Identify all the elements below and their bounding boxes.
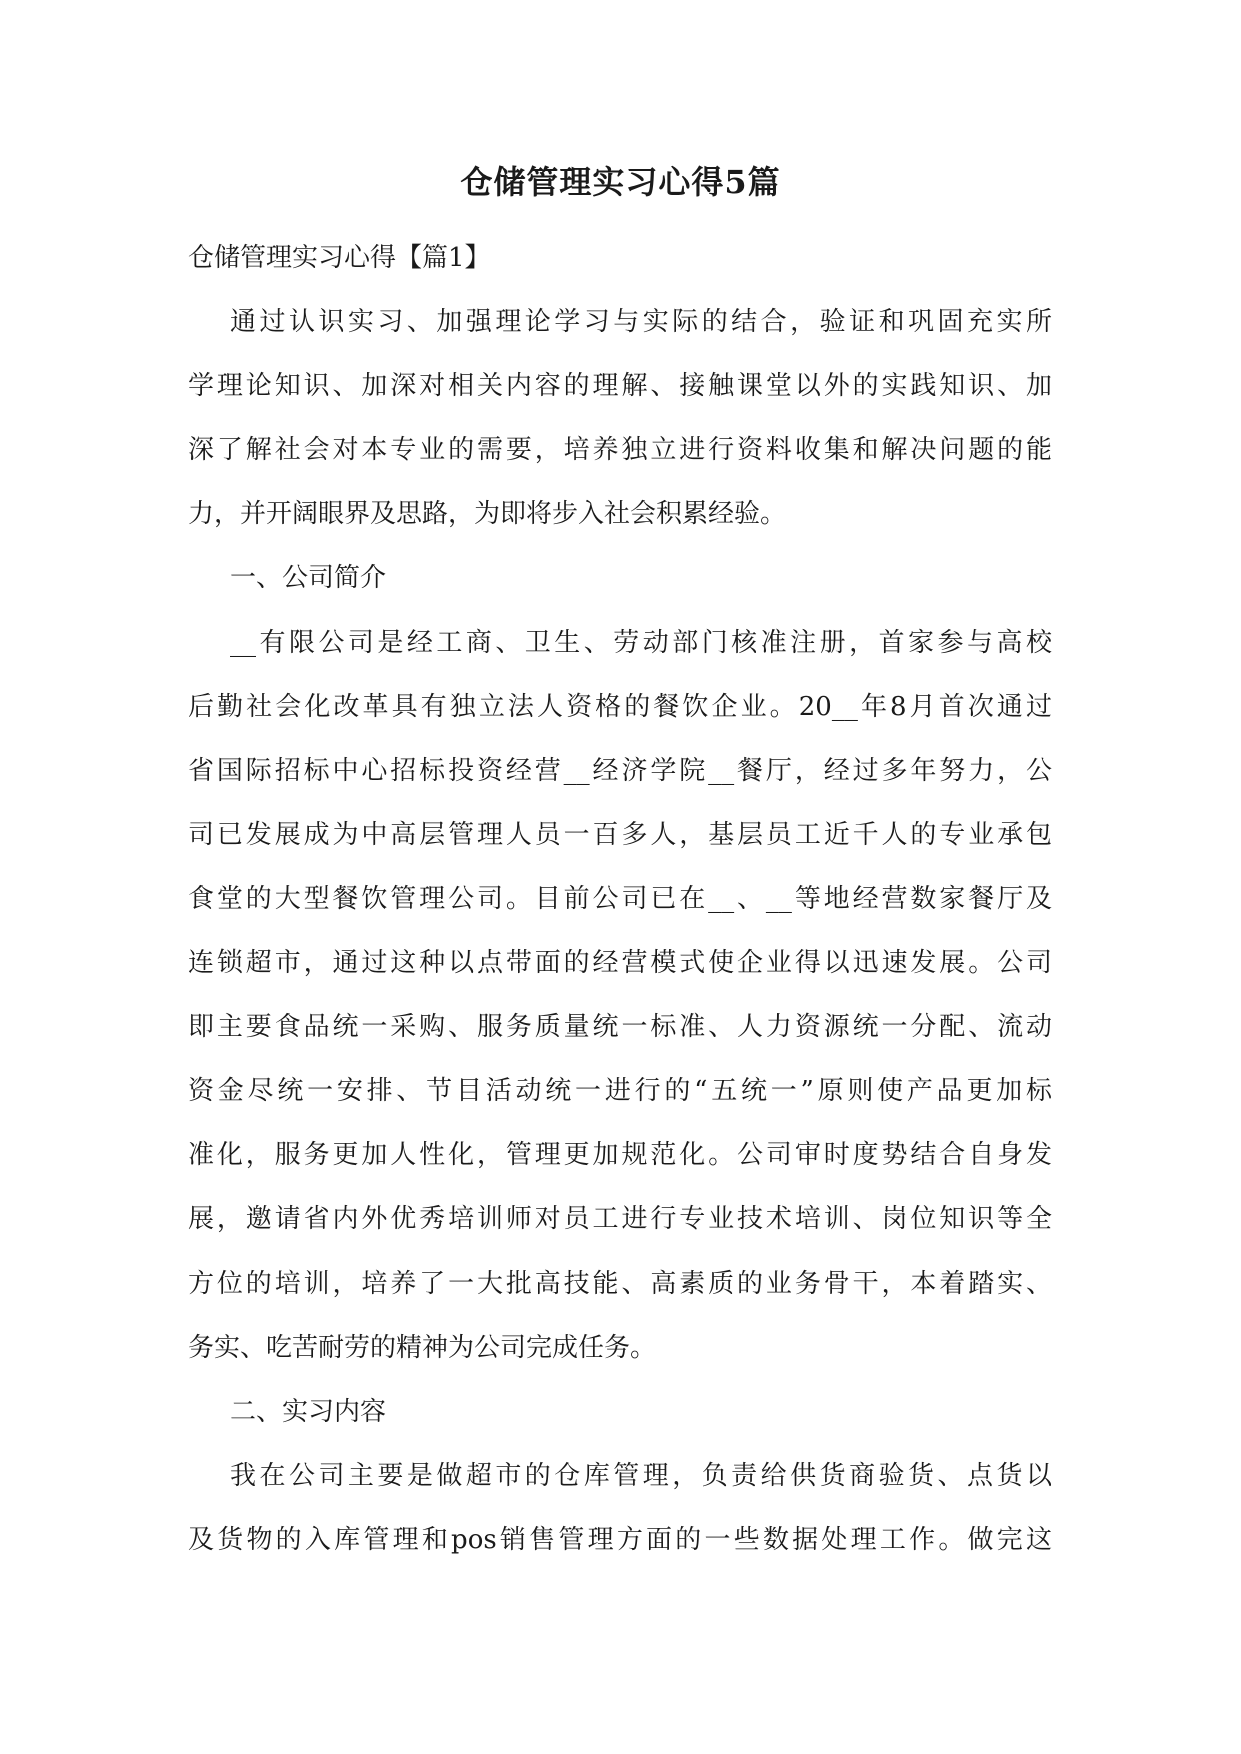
text-line: 我在公司主要是做超市的仓库管理，负责给供货商验货、点货以 bbox=[230, 1460, 1052, 1491]
text-line: 连锁超市，通过这种以点带面的经营模式使企业得以迅速发展。公司 bbox=[188, 948, 1052, 979]
text-line: 方位的培训，培养了一大批高技能、高素质的业务骨干，本着踏实、 bbox=[188, 1268, 1052, 1299]
document-body bbox=[188, 226, 1052, 1572]
paragraph-heading bbox=[188, 546, 1052, 610]
text-line: 及货物的入库管理和pos销售管理方面的一些数据处理工作。做完这 bbox=[188, 1524, 1052, 1555]
text-line: 二、实习内容 bbox=[230, 1396, 387, 1427]
paragraph bbox=[188, 611, 1052, 1380]
paragraph bbox=[188, 1444, 1052, 1572]
paragraph bbox=[188, 290, 1052, 546]
document-title: 仓储管理实习心得5篇 bbox=[460, 163, 781, 201]
text-line: 后勤社会化改革具有独立法人资格的餐饮企业。20__年8月首次通过 bbox=[188, 691, 1052, 722]
text-line: 食堂的大型餐饮管理公司。目前公司已在__、__等地经营数家餐厅及 bbox=[188, 883, 1052, 914]
section-heading: 仓储管理实习心得【篇1】 bbox=[188, 243, 491, 273]
text-line: 一、公司简介 bbox=[230, 563, 387, 594]
text-line: __有限公司是经工商、卫生、劳动部门核准注册，首家参与高校 bbox=[230, 627, 1052, 658]
text-line: 资金尽统一安排、节目活动统一进行的“五统一”原则使产品更加标 bbox=[188, 1076, 1052, 1107]
paragraph-heading bbox=[188, 1380, 1052, 1444]
text-line: 通过认识实习、加强理论学习与实际的结合，验证和巩固充实所 bbox=[230, 307, 1052, 338]
text-line: 务实、吃苦耐劳的精神为公司完成任务。 bbox=[188, 1332, 657, 1363]
text-line: 即主要食品统一采购、服务质量统一标准、人力资源统一分配、流动 bbox=[188, 1012, 1052, 1043]
text-line: 学理论知识、加深对相关内容的理解、接触课堂以外的实践知识、加 bbox=[188, 371, 1052, 402]
text-line: 力，并开阔眼界及思路，为即将步入社会积累经验。 bbox=[188, 499, 787, 530]
text-line: 司已发展成为中高层管理人员一百多人，基层员工近千人的专业承包 bbox=[188, 819, 1052, 850]
text-line: 准化，服务更加人性化，管理更加规范化。公司审时度势结合自身发 bbox=[188, 1140, 1052, 1171]
text-line: 深了解社会对本专业的需要，培养独立进行资料收集和解决问题的能 bbox=[188, 435, 1052, 466]
text-line: 展，邀请省内外优秀培训师对员工进行专业技术培训、岗位知识等全 bbox=[188, 1204, 1052, 1235]
text-line: 省国际招标中心招标投资经营__经济学院__餐厅，经过多年努力，公 bbox=[188, 755, 1052, 786]
